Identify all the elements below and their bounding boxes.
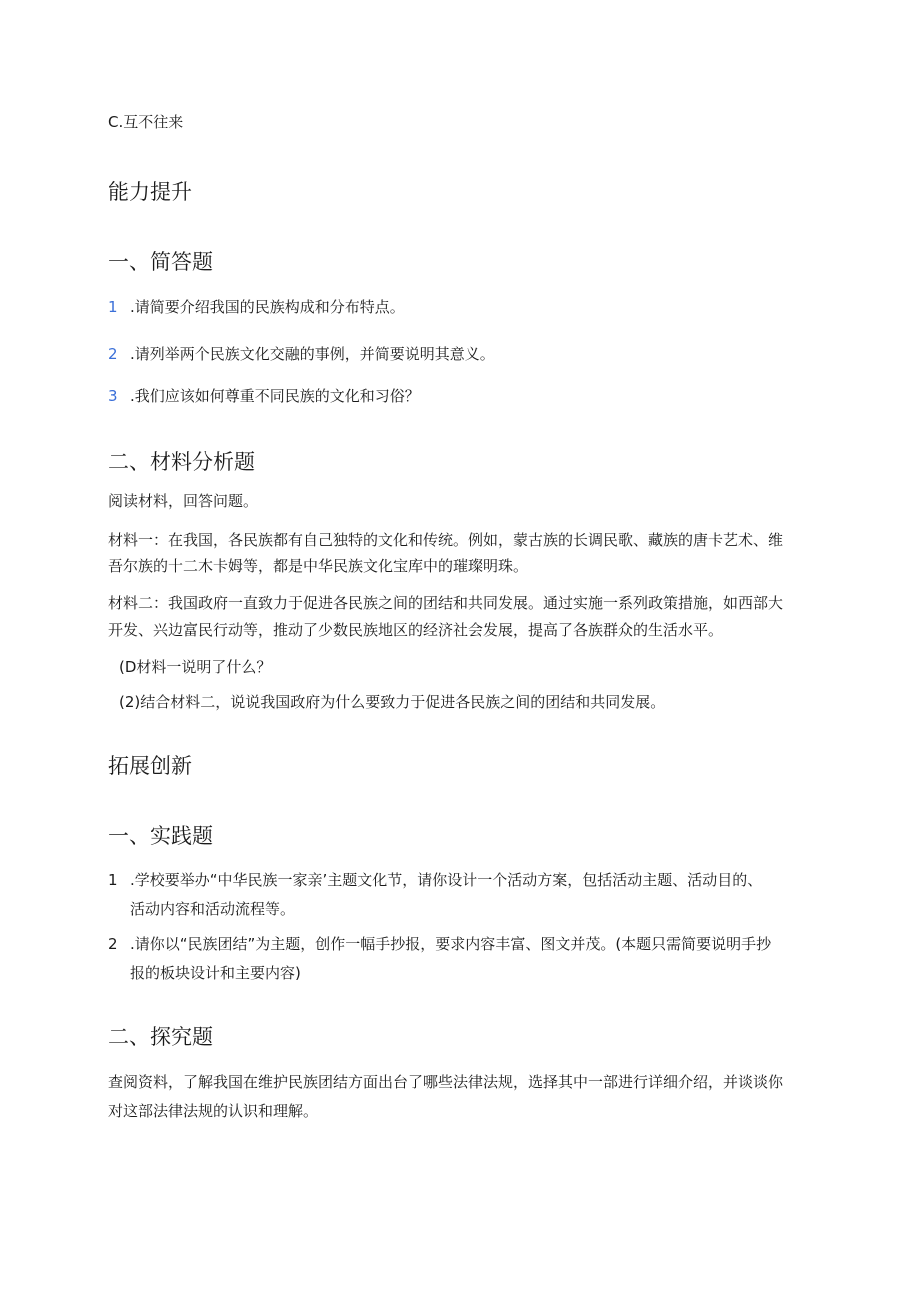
subsection-title-short-answer: 一、简答题 xyxy=(108,250,213,274)
section-title-ability: 能力提升 xyxy=(108,180,192,204)
subsection-title-inquiry: 二、探究题 xyxy=(108,1025,213,1049)
item-text-line: .学校要举办“中华民族一家亲’主题文化节，请你设计一个活动方案，包括活动主题、活动目的、 xyxy=(130,871,763,889)
material-1-line: 吾尔族的十二木卡姆等，都是中华民族文化宝库中的璀璨明珠。 xyxy=(108,557,529,575)
practice-item xyxy=(108,870,762,890)
subsection-title-practice: 一、实践题 xyxy=(108,824,213,848)
practice-item xyxy=(108,934,771,954)
material-1-line: 材料一：在我国，各民族都有自己独特的文化和传统。例如，蒙古族的长调民歌、藏族的唐卡艺术、维 xyxy=(108,531,784,549)
section-title-extension: 拓展创新 xyxy=(108,754,192,778)
item-text-line: 报的板块设计和主要内容) xyxy=(130,964,301,982)
subsection-title-material: 二、材料分析题 xyxy=(108,450,255,474)
material-2-line: 材料二：我国政府一直致力于促进各民族之间的团结和共同发展。通过实施一系列政策措施，如西部大 xyxy=(108,594,784,612)
item-number: 2 xyxy=(108,345,118,363)
material-2-line: 开发、兴边富民行动等，推动了少数民族地区的经济社会发展，提高了各族群众的生活水平。 xyxy=(108,621,724,639)
material-intro: 阅读材料，回答问题。 xyxy=(108,492,259,510)
short-answer-item xyxy=(108,386,420,406)
option-c: C.互不往来 xyxy=(108,113,184,131)
item-number: 1 xyxy=(108,298,118,316)
item-text: .请简要介绍我国的民族构成和分布特点。 xyxy=(130,298,405,316)
inquiry-line: 查阅资料，了解我国在维护民族团结方面出台了哪些法律法规，选择其中一部进行详细介绍，并谈谈你 xyxy=(108,1073,784,1091)
material-question-2: (2)结合材料二，说说我国政府为什么要致力于促进各民族之间的团结和共同发展。 xyxy=(119,693,666,711)
item-number: 2 xyxy=(108,935,118,953)
material-question-1: (D材料一说明了什么？ xyxy=(119,658,272,676)
inquiry-line: 对这部法律法规的认识和理解。 xyxy=(108,1102,319,1120)
item-text: .请列举两个民族文化交融的事例，并简要说明其意义。 xyxy=(130,345,495,363)
item-text-line: .请你以“民族团结”为主题，创作一幅手抄报，要求内容丰富、图文并茂。(本题只需简要说明手抄 xyxy=(130,935,772,953)
short-answer-item xyxy=(108,344,495,364)
short-answer-item xyxy=(108,297,405,317)
item-number: 3 xyxy=(108,387,118,405)
item-text-line: 活动内容和活动流程等。 xyxy=(130,900,296,918)
item-text: .我们应该如何尊重不同民族的文化和习俗？ xyxy=(130,387,420,405)
item-number: 1 xyxy=(108,871,118,889)
